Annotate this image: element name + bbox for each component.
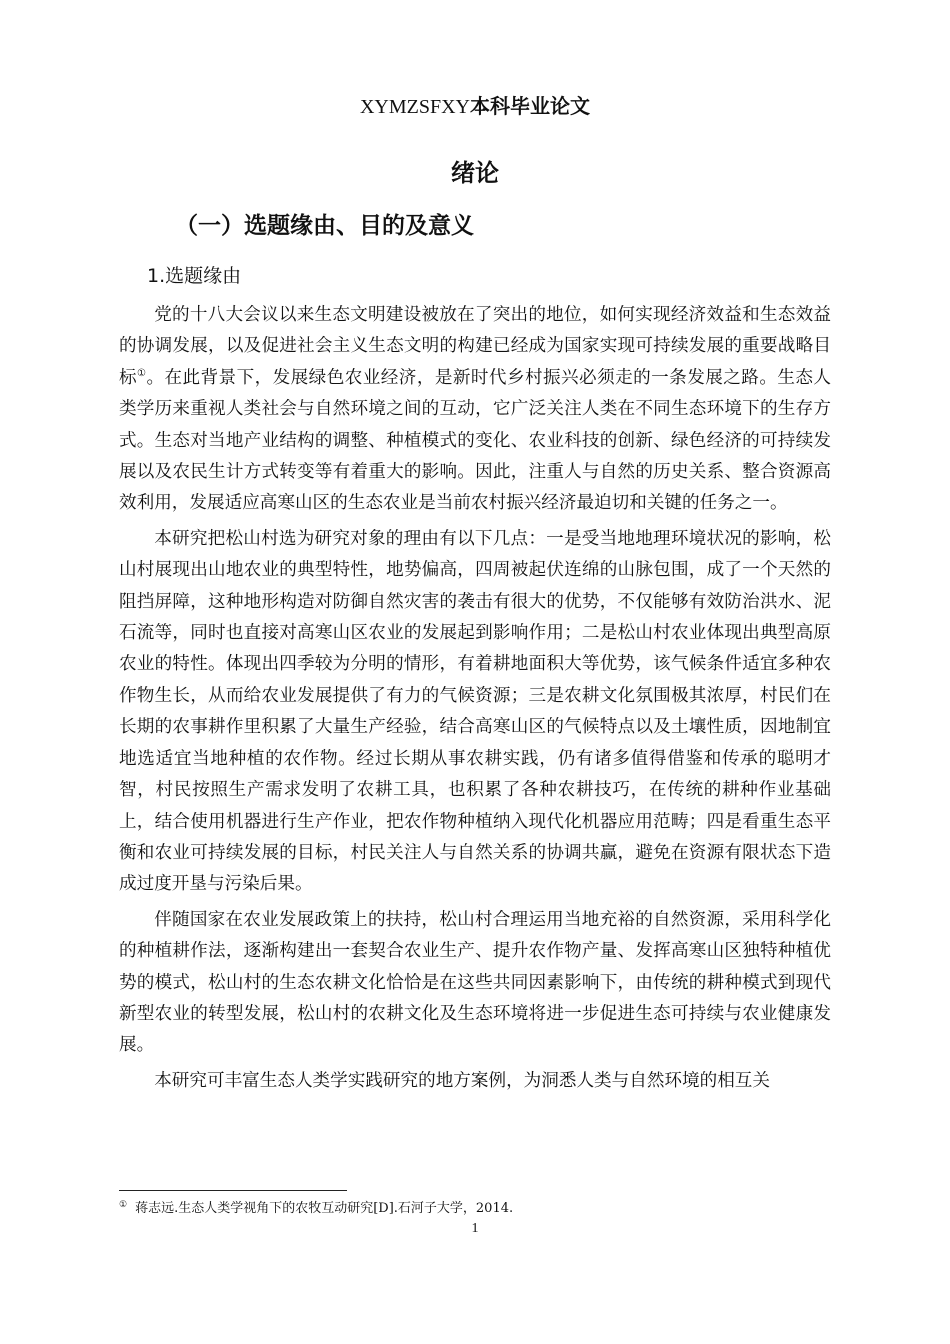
- running-header: [0, 92, 950, 121]
- footnote-text: 蒋志远.生态人类学视角下的农牧互动研究[D].石河子大学，2014.: [135, 1201, 514, 1216]
- section-title: （一）选题缘由、目的及意义: [175, 213, 474, 239]
- footnote: [119, 1199, 831, 1219]
- footnote-divider: [119, 1190, 347, 1191]
- paragraph-1-text-a: 党的十八大会议以来生态文明建设被放在了突出的地位，如何实现经济效益和生态效益的协调发展，以及促进社会主义生态文明的构建已经成为国家实现可持续发展的重要战略目标: [119, 305, 831, 388]
- paragraph-2: 本研究把松山村选为研究对象的理由有以下几点：一是受当地地理环境状况的影响，松山村展现出山地农业的典型特性，地势偏高，四周被起伏连绵的山脉包围，成了一个天然的阻挡屏障，这种地形构造对防御自然灾害的袭击有很大的优势，不仅能够有效防治洪水、泥石流等，同时也直接对高寒山区农业的发展起到影响作用；二是松山村农业体现出典型高原农业的特性。体现出四季较为分明的情形，有着耕地面积大等优势，该气候条件适宜多种农作物生长，从而给农业发展提供了有力的气候资源；三是农耕文化氛围极其浓厚，村民们在长期的农事耕作里积累了大量生产经验，结合高寒山区的气候特点以及土壤性质，因地制宜地选适宜当地种植的农作物。经过长期从事农耕实践，仍有诸多值得借鉴和传承的聪明才智，村民按照生产需求发明了农耕工具，也积累了各种农耕技巧，在传统的耕种作业基础上，结合使用机器进行生产作业，把农作物种植纳入现代化机器应用范畴；四是看重生态平衡和农业可持续发展的目标，村民关注人与自然关系的协调共赢，避免在资源有限状态下造成过度开垦与污染后果。: [119, 528, 831, 895]
- paragraph-3: 伴随国家在农业发展政策上的扶持，松山村合理运用当地充裕的自然资源，采用科学化的种植耕作法，逐渐构建出一套契合农业生产、提升农作物产量、发挥高寒山区独特种植优势的模式，松山村的生态农耕文化恰恰是在这些共同因素影响下，由传统的耕种模式到现代新型农业的转型发展，松山村的农耕文化及生态环境将进一步促进生态可持续与农业健康发展。: [119, 909, 831, 1056]
- chapter-title: 绪论: [451, 159, 499, 187]
- page-number: 1: [471, 1221, 479, 1236]
- header-thesis-label: 本科毕业论文: [470, 94, 591, 118]
- paragraph-4: 本研究可丰富生态人类学实践研究的地方案例，为洞悉人类与自然环境的相互关: [154, 1070, 770, 1091]
- header-school-code: XYMZSFXY: [359, 96, 471, 118]
- body-text: [119, 300, 831, 1101]
- paragraph-1-text-b: 。在此背景下，发展绿色农业经济，是新时代乡村振兴必须走的一条发展之路。生态人类学历来重视人类社会与自然环境之间的互动，它广泛关注人类在不同生态环境下的生存方式。生态对当地产业结构的调整、种植模式的变化、农业科技的创新、绿色经济的可持续发展以及农民生计方式转变等有着重大的影响。因此，注重人与自然的历史关系、整合资源高效利用，发展适应高寒山区的生态农业是当前农村振兴经济最迫切和关键的任务之一。: [119, 367, 831, 514]
- footnote-reference: ①: [137, 367, 147, 379]
- paragraph-1: [119, 300, 831, 520]
- subsection-title: 1.选题缘由: [147, 265, 242, 287]
- footnote-mark: ①: [119, 1199, 128, 1210]
